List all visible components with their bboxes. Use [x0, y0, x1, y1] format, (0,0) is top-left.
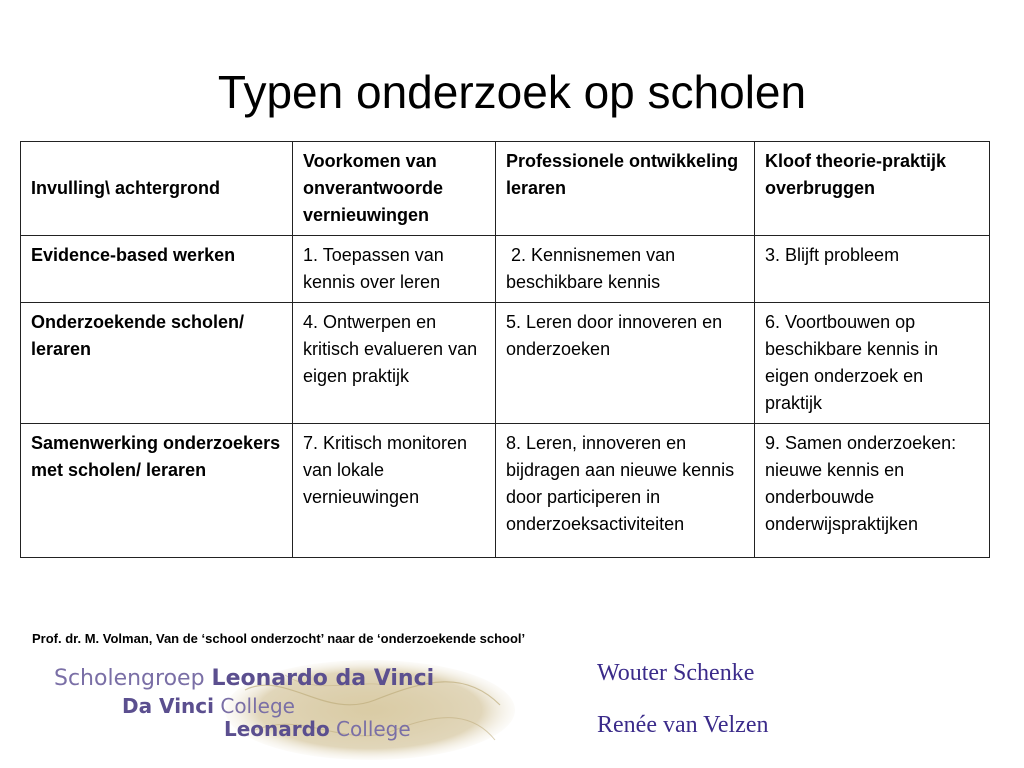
table-cell: 6. Voortbouwen op beschikbare kennis in eigen onderzoek en praktijk	[755, 303, 990, 424]
table-row	[21, 303, 990, 424]
header-cell-professional-development: Professionele ontwikkeling leraren	[496, 142, 755, 236]
table-cell: 2. Kennisnemen van beschikbare kennis	[496, 236, 755, 303]
citation: Prof. dr. M. Volman, Van de ‘school onderzocht’ naar de ‘onderzoekende school’	[32, 631, 526, 646]
header-cell-theory-practice-gap: Kloof theorie-praktijk overbruggen	[755, 142, 990, 236]
logo-text: College	[329, 717, 411, 741]
logo-line-group	[54, 666, 434, 691]
table-cell: 1. Toepassen van kennis over leren	[293, 236, 496, 303]
logo-line-leonardo	[224, 717, 411, 741]
logo-text: Leonardo	[224, 717, 330, 741]
logo-text: Da Vinci	[122, 694, 214, 718]
table-header-row	[21, 142, 990, 236]
logo-text: Leonardo da Vinci	[211, 666, 435, 691]
header-cell-corner: Invulling\ achtergrond	[21, 142, 293, 236]
logo-text: Scholengroep	[54, 666, 212, 691]
research-types-table	[20, 141, 990, 558]
table-cell: 9. Samen onderzoeken: nieuwe kennis en onderbouwde onderwijspraktijken	[755, 424, 990, 558]
table-row	[21, 236, 990, 303]
row-label: Samenwerking onderzoekers met scholen/ leraren	[21, 424, 293, 558]
row-label: Evidence-based werken	[21, 236, 293, 303]
slide-title: Typen onderzoek op scholen	[217, 66, 807, 118]
table-cell: 5. Leren door innoveren en onderzoeken	[496, 303, 755, 424]
author-name: Wouter Schenke	[597, 660, 755, 686]
table-cell: 8. Leren, innoveren en bijdragen aan nieuwe kennis door participeren in onderzoeksactiviteiten	[496, 424, 755, 558]
table-cell: 4. Ontwerpen en kritisch evalueren van eigen praktijk	[293, 303, 496, 424]
table-row	[21, 424, 990, 558]
table-cell: 3. Blijft probleem	[755, 236, 990, 303]
row-label: Onderzoekende scholen/ leraren	[21, 303, 293, 424]
header-cell-prevent-innovations: Voorkomen van onverantwoorde vernieuwingen	[293, 142, 496, 236]
logo-text: College	[214, 694, 295, 718]
table-cell: 7. Kritisch monitoren van lokale vernieuwingen	[293, 424, 496, 558]
author-name: Renée van Velzen	[597, 712, 769, 738]
logo-line-davinci	[122, 694, 295, 718]
school-group-logo	[50, 660, 490, 760]
